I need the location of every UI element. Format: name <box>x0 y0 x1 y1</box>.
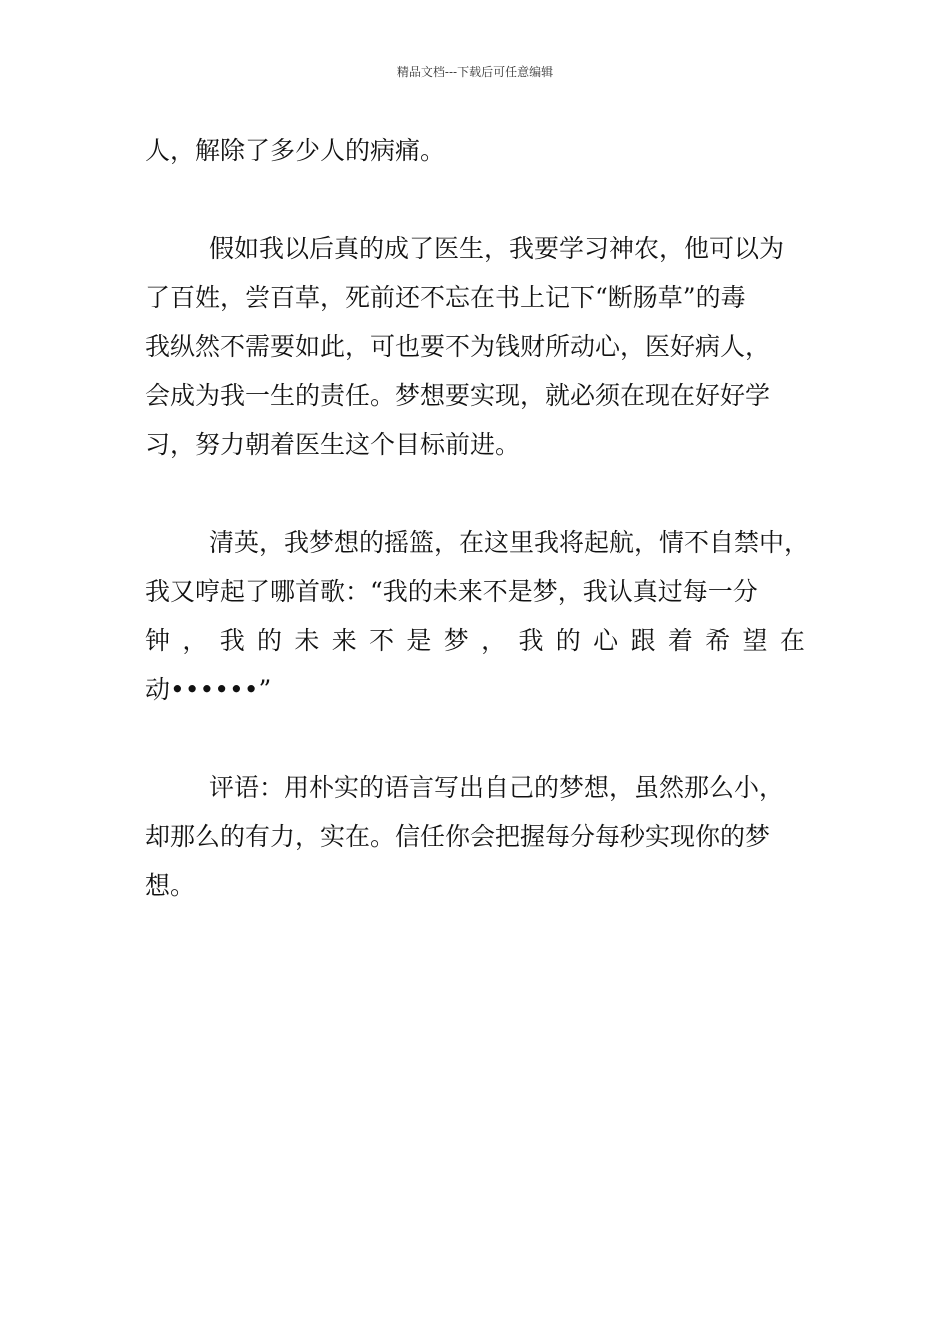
paragraph-line: 清英，我梦想的摇篮，在这里我将起航，情不自禁中， <box>209 528 810 557</box>
paragraph-line: 会成为我一生的责任。梦想要实现，就必须在现在好好学 <box>145 381 771 410</box>
paragraph-line: 我纵然不需要如此，可也要不为钱财所动心，医好病人， <box>145 332 771 361</box>
justified-char: 未 <box>294 626 320 655</box>
paragraph-line: 想。 <box>145 871 196 900</box>
justified-char: ， <box>182 626 208 655</box>
justified-char: 希 <box>705 626 731 655</box>
paragraph-line: 了百姓，尝百草，死前还不忘在书上记下“断肠草”的毒 <box>145 283 746 312</box>
paragraph-line: 我又哼起了哪首歌：“我的未来不是梦，我认真过每一分 <box>145 577 758 606</box>
paragraph-line: 习，努力朝着医生这个目标前进。 <box>145 430 521 459</box>
justified-char: 我 <box>219 626 245 655</box>
justified-char: 跟 <box>630 626 656 655</box>
justified-char: 来 <box>331 626 357 655</box>
justified-char: 望 <box>742 626 768 655</box>
document-body <box>145 126 810 910</box>
paragraph-line: 却那么的有力，实在。信任你会把握每分每秒实现你的梦 <box>145 822 771 851</box>
justified-char: 钟 <box>145 626 171 655</box>
justified-char: 是 <box>406 626 432 655</box>
paragraph-gap <box>145 175 805 224</box>
paragraph-line: 动••••••” <box>145 675 272 704</box>
paragraph-line: 评语：用朴实的语言写出自己的梦想，虽然那么小， <box>209 773 785 802</box>
page-header: 精品文档---下载后可任意编辑 <box>396 65 554 79</box>
justified-char: ， <box>481 626 507 655</box>
paragraph-gap <box>145 469 805 518</box>
justified-char: 梦 <box>443 626 469 655</box>
paragraph-gap <box>145 714 805 763</box>
justified-char: 心 <box>593 626 619 655</box>
paragraph-line: 人，解除了多少人的病痛。 <box>145 136 446 165</box>
justified-char: 的 <box>555 626 581 655</box>
justified-char: 不 <box>369 626 395 655</box>
justified-char: 在 <box>779 626 805 655</box>
justified-char: 的 <box>257 626 283 655</box>
justified-char: 着 <box>667 626 693 655</box>
paragraph-line: 假如我以后真的成了医生，我要学习神农，他可以为 <box>209 234 785 263</box>
justified-line <box>145 616 805 665</box>
justified-char: 我 <box>518 626 544 655</box>
